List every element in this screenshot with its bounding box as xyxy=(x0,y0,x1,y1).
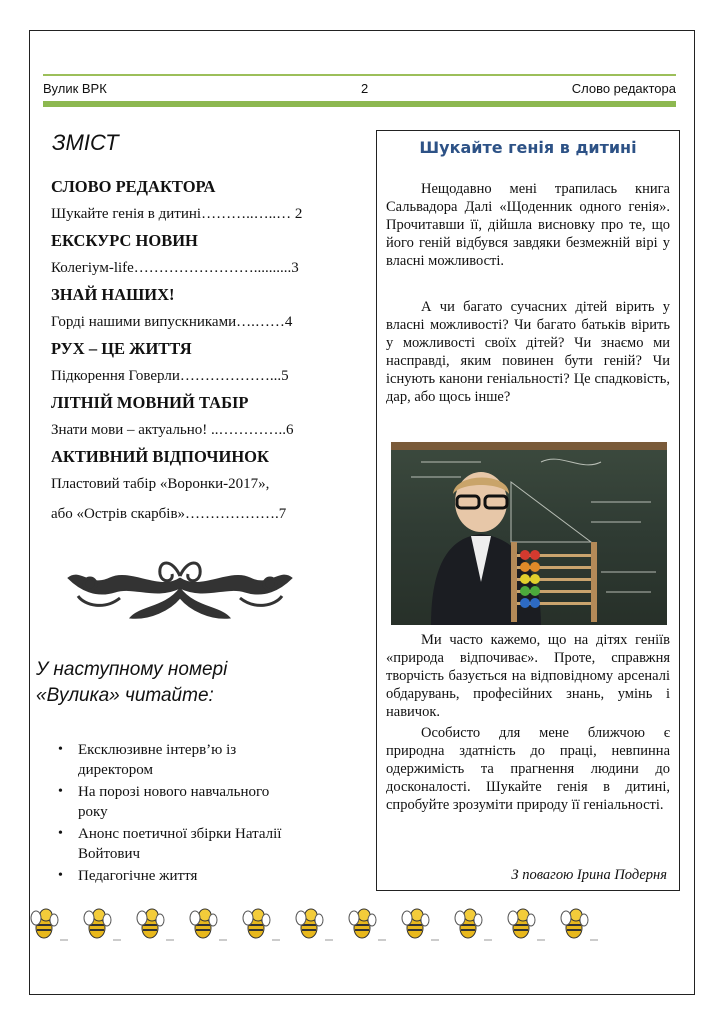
next-issue-title-line: «Вулика» читайте: xyxy=(36,685,214,706)
page-number: 2 xyxy=(361,81,369,96)
article-photo xyxy=(391,442,667,625)
article-signature: З повагою Ірина Подерня xyxy=(511,867,667,883)
article-paragraph: Нещодавно мені трапилась книга Сальвадора Далі «Щоденник одного генія». Прочитавши її, дійшла висновку про те, що його геній відбувся завдяки безмежній вірі у власні можливості. xyxy=(386,181,670,269)
toc-section-heading: СЛОВО РЕДАКТОРА xyxy=(51,177,216,196)
editor-article xyxy=(376,130,680,891)
article-paragraph: Особисто для мене ближчою є природна здатність до праці, невпинна одержимість та прагнення людини до досконалості. Шукайте генія в дитині, спробуйте зрозуміти природу її геніальності. xyxy=(386,725,670,813)
toc-entry: Колегіум-life……………………..........3 xyxy=(51,260,299,276)
article-paragraph: А чи багато сучасних дітей вірить у власні можливості? Чи багато батьків вірить у можливості своїх дітей? Чи знаємо ми насправді, яким повинен бути геній? Чи існують канони геніальності? Це спадковість, дар, або щось інше? xyxy=(386,299,670,405)
toc-entry: Пластовий табір «Воронки-2017», xyxy=(51,476,270,492)
next-issue-list xyxy=(58,740,298,888)
ornament-icon xyxy=(60,548,300,630)
table-of-contents xyxy=(51,170,341,524)
header-line-top xyxy=(43,74,676,76)
toc-entry: Шукайте генія в дитині………..…..… 2 xyxy=(51,206,303,222)
next-issue-title xyxy=(36,657,227,709)
header-right: Слово редактора xyxy=(571,81,676,96)
header-left: Вулик ВРК xyxy=(43,81,107,96)
toc-entry: Знати мови – актуально! ..…………..6 xyxy=(51,422,294,438)
list-item: • Анонс поетичної збірки Наталії Войтович xyxy=(58,824,298,864)
toc-section-heading: ЛІТНІЙ МОВНИЙ ТАБІР xyxy=(51,393,249,412)
toc-entry: Горді нашими випускниками….……4 xyxy=(51,314,293,330)
toc-section-heading: ЗНАЙ НАШИХ! xyxy=(51,285,175,304)
bee-border-icon xyxy=(30,904,610,944)
list-item: • Педагогічне життя xyxy=(58,866,298,886)
article-paragraph: Ми часто кажемо, що на дітях геніїв «природа відпочиває». Проте, справжня творчість базується на відповідному арсеналі обдарувань, професійних знань, умінь і навичок. xyxy=(386,632,670,720)
toc-section-heading: АКТИВНИЙ ВІДПОЧИНОК xyxy=(51,447,269,466)
toc-title: ЗМІСТ xyxy=(52,130,119,155)
toc-entry: Підкорення Говерли………………...5 xyxy=(51,368,289,384)
toc-entry: або «Острів скарбів»……………….7 xyxy=(51,506,287,522)
chalkboard-image-icon xyxy=(391,442,667,625)
list-item: • Ексклюзивне інтерв’ю із директором xyxy=(58,740,298,780)
next-issue-title-line: У наступному номері xyxy=(36,659,228,680)
toc-section-heading: ЕКСКУРС НОВИН xyxy=(51,231,198,250)
header-line-bottom xyxy=(43,101,676,107)
article-title: Шукайте генія в дитині xyxy=(419,138,637,157)
toc-section-heading: РУХ – ЦЕ ЖИТТЯ xyxy=(51,339,192,358)
list-item: • На порозі нового навчального року xyxy=(58,782,298,822)
page-header xyxy=(43,72,676,107)
